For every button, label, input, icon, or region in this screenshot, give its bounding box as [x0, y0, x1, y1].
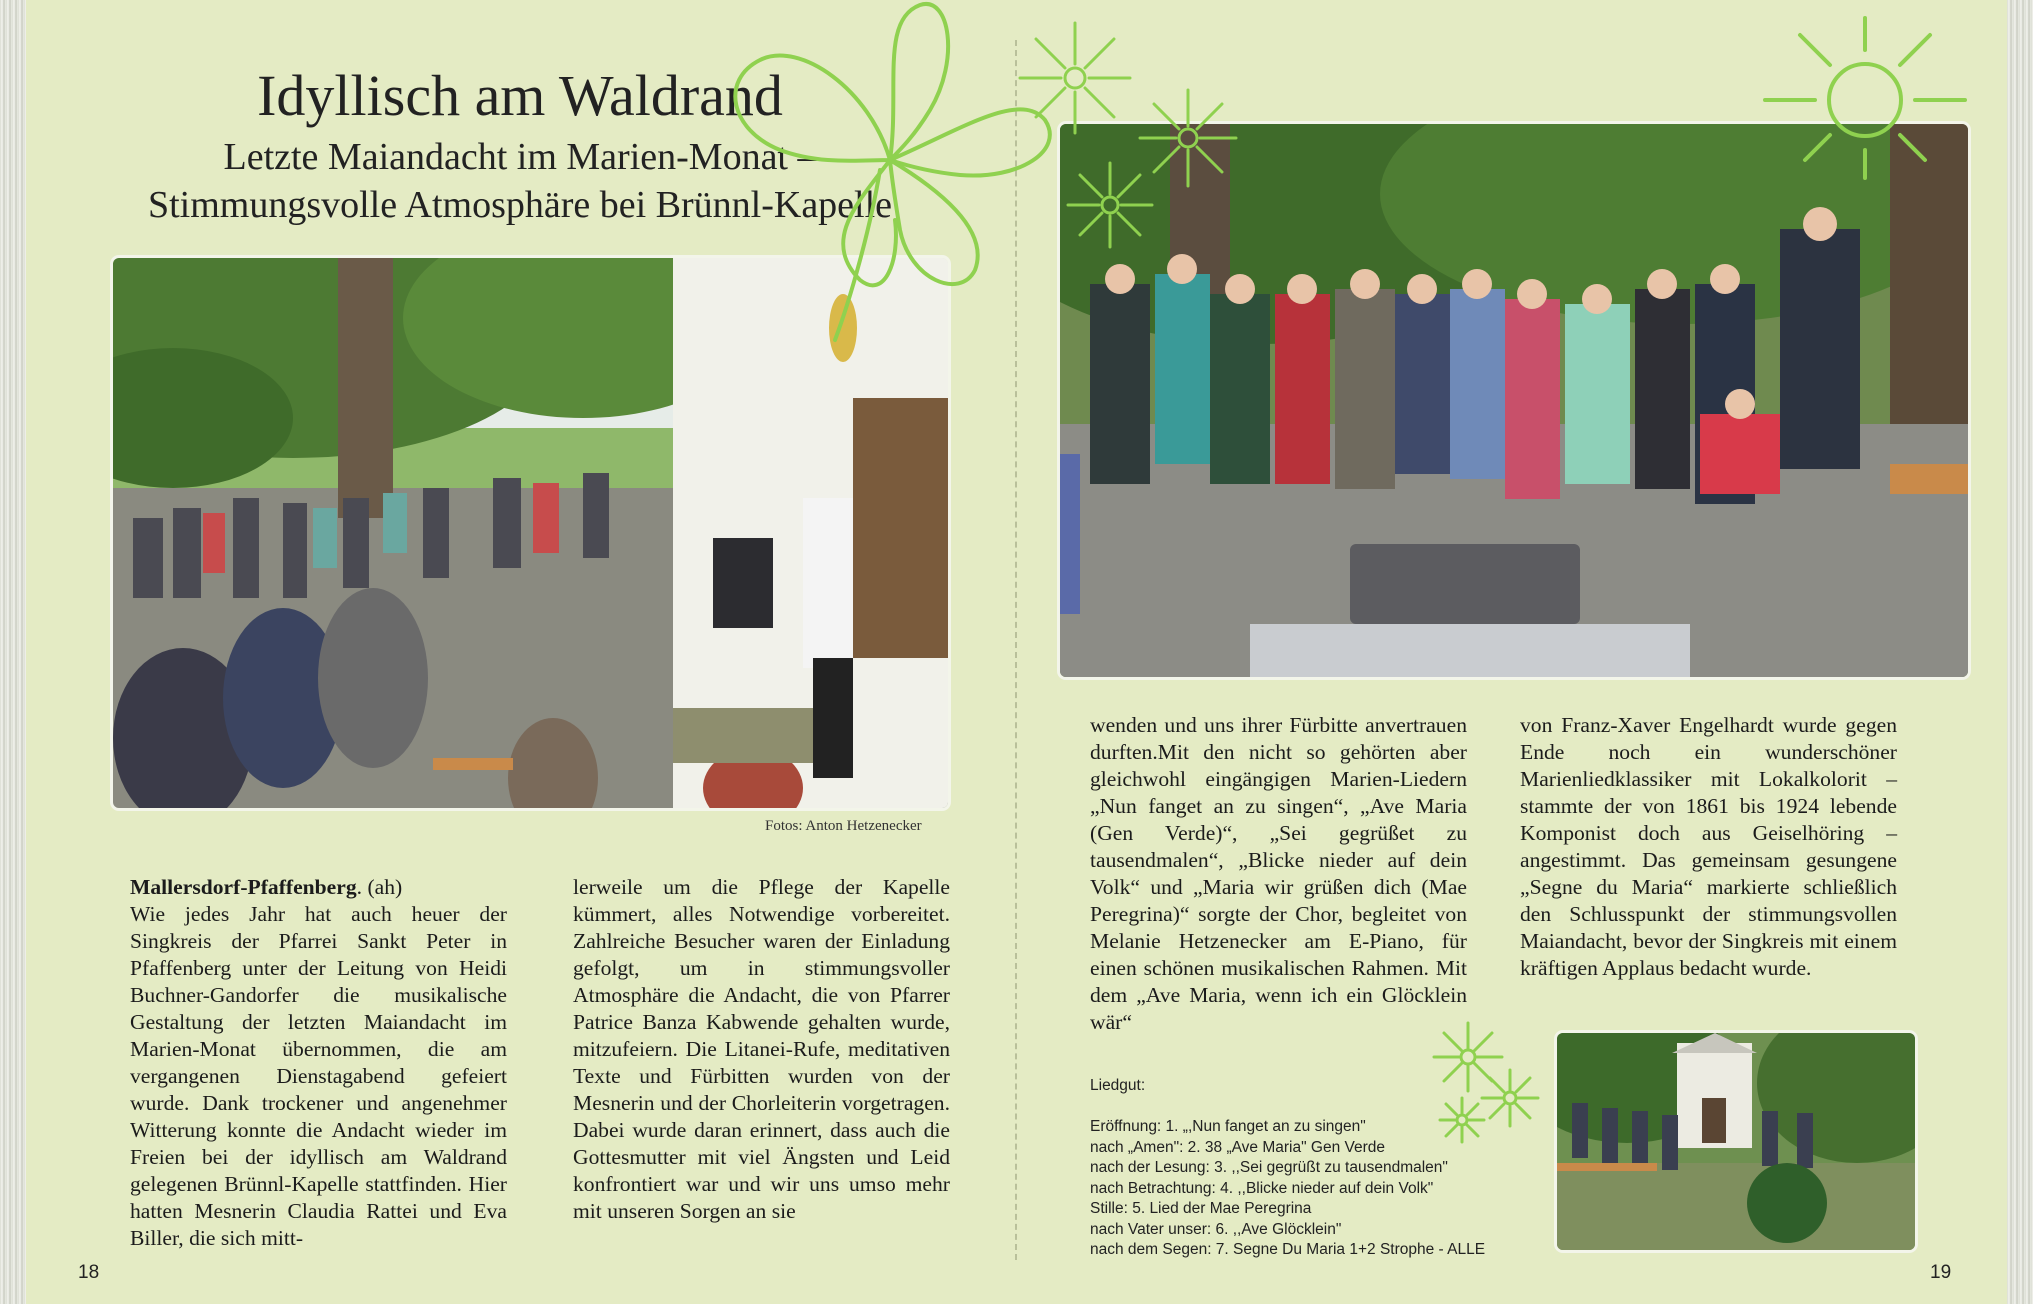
article-subtitle [100, 133, 940, 229]
article-title: Idyllisch am Waldrand [257, 63, 783, 128]
song-list-heading: Liedgut: [1090, 1077, 1146, 1094]
page-stack-right [2007, 0, 2033, 1304]
subtitle-line-1: Letzte Maiandacht im Marien-Monat – [223, 136, 817, 178]
center-fold [1015, 40, 1017, 1260]
column-1-text: Wie jedes Jahr hat auch heuer der Singkreis der Pfarrei Sankt Peter in Pfaffenberg unter der Leitung von Heidi Buchner-Gandorfer die musikalische Gestaltung der letzten Maiandacht im Marien-Monat übernommen, die am vergangenen Dienstagabend gefeiert wurde. Dank trockener und angenehmer Witterung konnte die Andacht wieder im Freien bei der idyllisch am Waldrand gelegenen Brünnl-Kapelle stattfinden. Hier hatten Mesnerin Claudia Rattei und Eva Biller, die sich mitt- [130, 902, 507, 1250]
column-2-text: lerweile um die Pflege der Kapelle kümmert, alles Notwendige vorbereitet. Zahlreiche Besucher waren der Einladung gefolgt, um in stimmungsvoller Atmosphäre die Andacht, die von Pfarrer Patrice Banza Kabwende gehalten wurde, mitzufeiern. Die Litanei-Rufe, meditativen Texte und Fürbitten wurden von der Mesnerin und der Chorleiterin vorgetragen. Dabei wurde daran erinnert, dass auch die Gottesmutter mit viel Ängsten und Leid konfrontiert war und wir uns umso mehr mit unseren Sorgen an sie [573, 875, 950, 1223]
photo-credit: Fotos: Anton Hetzenecker [765, 818, 922, 834]
subtitle-line-2: Stimmungsvolle Atmosphäre bei Brünnl-Kapelle [147, 184, 893, 226]
article-column-4 [1520, 712, 1897, 982]
column-1-paragraph [130, 874, 507, 1252]
page-number-right: 19 [1930, 1262, 1952, 1283]
photo-group-portrait-image [1060, 124, 1968, 677]
photo-chapel-small [1557, 1033, 1915, 1250]
song-list-item: nach der Lesung: 3. ,,Sei gegrüßt zu tausendmalen" [1090, 1159, 1448, 1176]
song-list-item: nach dem Segen: 7. Segne Du Maria 1+2 Strophe - ALLE [1090, 1241, 1486, 1258]
page-number-left: 18 [78, 1262, 100, 1283]
song-list-item: Eröffnung: 1. „,Nun fanget an zu singen" [1090, 1118, 1366, 1135]
song-list-item: nach Betrachtung: 4. ,,Blicke nieder auf dein Volk" [1090, 1179, 1434, 1197]
article-column-1 [130, 874, 507, 1252]
article-column-3 [1090, 712, 1467, 1036]
song-list-item: nach „Amen": 2. 38 „Ave Maria" Gen Verde [1090, 1138, 1386, 1156]
photo-choir-at-chapel-image [113, 258, 948, 808]
column-3-text: wenden und uns ihrer Fürbitte anvertrauen durften.Mit den nicht so gehörten aber gleichwohl eingängigen Marien-Liedern „Nun fanget an zu singen“, „Ave Maria (Gen Verde)“, „Sei gegrüßet zu tausendmalen“, „Blicke nieder auf dein Volk“ und „Maria wir grüßen dich (Mae Peregrina)“ sorgte der Chor, begleitet von Melanie Hetzenecker am E-Piano, für einen schönen musikalischen Rahmen. Mit dem „Ave Maria, wenn ich ein Glöcklein wär“ [1090, 713, 1467, 1034]
photo-choir-at-chapel [113, 258, 948, 808]
photo-chapel-small-image [1557, 1033, 1915, 1250]
dateline: Mallersdorf-Pfaffenberg [130, 875, 357, 899]
page-stack-left [0, 0, 26, 1304]
article-column-2 [573, 874, 950, 1225]
author-initials: . (ah) [356, 875, 403, 899]
photo-group-portrait [1060, 124, 1968, 677]
column-4-text: von Franz-Xaver Engelhardt wurde gegen Ende noch ein wunderschöner Marienliedklassiker mit Lokalkolorit – stammte der von 1861 bis 1924 lebende Komponist doch aus Geiselhöring – angestimmt. Das gemeinsam gesungene „Segne du Maria“ markierte schließlich den Schlusspunkt der stimmungsvollen Maiandacht, bevor der Singkreis mit einem kräftigen Applaus bedacht wurde. [1520, 713, 1897, 980]
song-list [1090, 1076, 1550, 1261]
song-list-item: Stille: 5. Lied der Mae Peregrina [1090, 1200, 1312, 1217]
song-list-item: nach Vater unser: 6. ,,Ave Glöcklein" [1090, 1220, 1342, 1238]
